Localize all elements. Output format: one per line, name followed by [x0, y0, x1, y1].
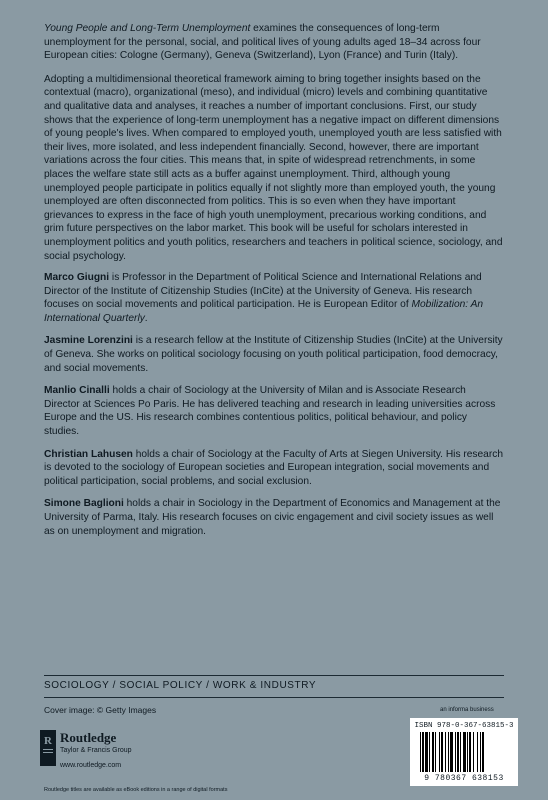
author-bio-end: .: [144, 312, 148, 324]
author-bio: [44, 448, 504, 489]
intro-paragraph: [44, 22, 504, 63]
isbn-label: ISBN 978-0-367-63815-3: [414, 722, 514, 730]
divider-top: [44, 675, 504, 676]
publisher-name: Routledge: [60, 730, 117, 745]
author-bio-text: holds a chair of Sociology at the Faculty of Arts at Siegen University. His research is devoted to the sociology of European societies and European integration, social movements and political participation, social problems, and social exclusion.: [44, 448, 504, 487]
book-title: Young People and Long-Term Unemployment: [44, 23, 251, 34]
divider-bottom: [44, 697, 504, 698]
back-cover-blurb: [44, 22, 504, 547]
publisher-tagline: an informa business: [440, 707, 494, 713]
author-bio: [44, 384, 504, 438]
author-bio-text: is Professor in the Department of Political Science and International Relations and Director of the Institute of Citizenship Studies (InCite) at the University of Geneva. His research focuses on social movements and political participation. He is European Editor of: [44, 272, 482, 311]
author-bio-text: holds a chair in Sociology in the Department of Economics and Management at the University of Parma, Italy. His research focuses on civic engagement and civil society issues as well as on unemployment and migration.: [44, 498, 501, 537]
author-name: Christian Lahusen: [44, 448, 133, 460]
author-bio: [44, 271, 504, 325]
author-name: Manlio Cinalli: [44, 385, 110, 397]
isbn-barcode: [410, 718, 518, 786]
routledge-logo-icon: [40, 730, 56, 766]
svg-text:R: R: [44, 735, 52, 747]
summary-paragraph: Adopting a multidimensional theoretical framework aiming to bring together insights based on the contextual (macro), organizational (meso), and individual (micro) levels and combining quantitative and qualitative data and analyses, it reaches a number of important conclusions. First, our study shows that the experience of long-term unemployment has a negative impact on different dimensions of young people's lives. When compared to employed youth, unemployed youth are less satisfied with their lives, more isolated, and less independent financially. Second, however, there are important variations across the four cities. This means that, in spite of widespread retrenchments, in some places the welfare state still acts as a buffer against unemployment. Third, although young unemployed people participate in politics equally if not slightly more than employed youth, the young unemployed are often disconnected from politics. This is so even when they have important grievances to express in the face of high youth unemployment, precarious working conditions, and grim future perspectives on the labor market. This book will be useful for scholars interested in unemployment politics and youth politics, researchers and teachers in political science, sociology, and social psychology.: [44, 73, 503, 262]
author-name: Marco Giugni: [44, 272, 110, 284]
intro-text: examines the consequences of long-term unemployment for the personal, social, and political lives of young adults aged 18–34 across four European cities: Cologne (Germany), Geneva (Switzerland), Lyon (France) and Turin (Italy).: [44, 23, 481, 62]
author-bio-text: is a research fellow at the Institute of Citizenship Studies (InCite) at the University of Geneva. She works on political sociology focusing on youth political participation, food democracy, and social movements.: [44, 335, 503, 374]
cover-credit: Cover image: © Getty Images: [44, 705, 157, 715]
publisher-logo: [40, 724, 150, 774]
ebook-note: Routledge titles are available as eBook editions in a range of digital formats: [44, 787, 228, 793]
publisher-group: Taylor & Francis Group: [60, 747, 132, 754]
isbn-digits: 9 780367 638153: [424, 774, 504, 783]
author-name: Jasmine Lorenzini: [44, 335, 133, 347]
author-bio-text: holds a chair of Sociology at the University of Milan and is Associate Research Director at Sciences Po Paris. He has delivered teaching and research in leading universities across Europe and the US. His research combines contentious politics, political behaviour, and policy studies.: [44, 385, 496, 438]
author-bio: [44, 334, 504, 375]
author-bio: [44, 497, 504, 538]
journal-title: Mobilization: An International Quarterly: [44, 299, 484, 324]
barcode-icon: [414, 732, 514, 774]
publisher-url[interactable]: www.routledge.com: [60, 762, 122, 769]
author-name: Simone Baglioni: [44, 498, 124, 510]
subject-categories: SOCIOLOGY / SOCIAL POLICY / WORK & INDUSTRY: [44, 680, 317, 691]
